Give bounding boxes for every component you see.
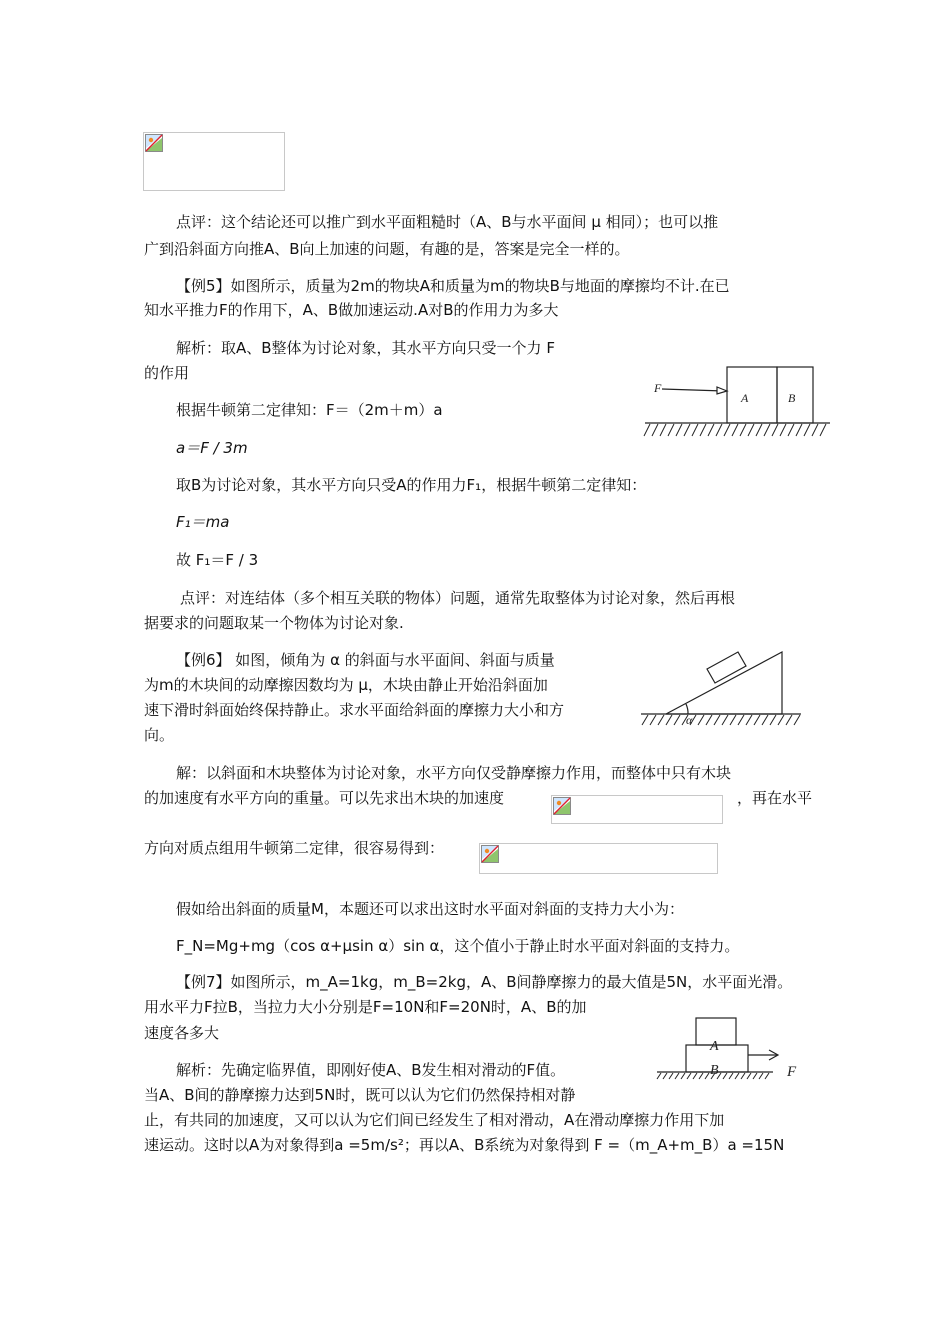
- text-line: 解：以斜面和木块整体为讨论对象，水平方向仅受静摩擦力作用，而整体中只有木块: [176, 764, 732, 782]
- text-line: a＝F / 3m: [176, 439, 248, 457]
- text-line: 【例5】如图所示，质量为2m的物块A和质量为m的物块B与地面的摩擦均不计.在已: [176, 277, 730, 295]
- block-b-label: B: [710, 1063, 719, 1078]
- force-label: F: [787, 1064, 797, 1080]
- block-b-label: B: [788, 391, 796, 405]
- image-placeholder-3: [479, 843, 718, 874]
- text-line: 根据牛顿第二定律知：F＝（2m＋m）a: [176, 401, 443, 419]
- text-line: F_N=Mg+mg（cos α+μsin α）sin α，这个值小于静止时水平面对斜面的支持力。: [176, 937, 740, 955]
- text-line: 故 F₁＝F / 3: [176, 551, 259, 569]
- block-on-incline: [707, 652, 746, 683]
- text-line: ，再在水平: [737, 789, 813, 807]
- figure-example7: [655, 1010, 805, 1080]
- text-line: 取B为讨论对象，其水平方向只受A的作用力F₁，根据牛顿第二定律知：: [176, 476, 647, 494]
- text-line: 解析：先确定临界值，即刚好使A、B发生相对滑动的F值。: [176, 1061, 566, 1079]
- text-line: 知水平推力F的作用下，A、B做加速运动.A对B的作用力为多大: [144, 301, 559, 319]
- block-a-label: A: [710, 1039, 719, 1054]
- figure-example5: [640, 360, 835, 442]
- text-line: F₁＝ma: [176, 513, 230, 531]
- text-line: 为m的木块间的动摩擦因数均为 μ，木块由静止开始沿斜面加: [144, 676, 548, 694]
- text-line: 点评：这个结论还可以推广到水平面粗糙时（A、B与水平面间 μ 相同）；也可以推: [176, 213, 719, 231]
- text-line: 据要求的问题取某一个物体为讨论对象.: [144, 614, 404, 632]
- force-label: F: [654, 381, 662, 395]
- text-line: 解析：取A、B整体为讨论对象，其水平方向只受一个力 F: [176, 339, 555, 357]
- text-line: 向。: [144, 726, 175, 744]
- text-line: 点评：对连结体（多个相互关联的物体）问题，通常先取整体为讨论对象，然后再根: [180, 589, 736, 607]
- text-line: 假如给出斜面的质量M，本题还可以求出这时水平面对斜面的支持力大小为：: [176, 900, 684, 918]
- image-placeholder-2: [551, 795, 723, 824]
- block-a: [727, 367, 777, 423]
- block-a-label: A: [741, 391, 749, 405]
- text-line: 止，有共同的加速度，又可以认为它们间已经发生了相对滑动，A在滑动摩擦力作用下加: [144, 1111, 725, 1129]
- text-line: 的加速度有水平方向的重量。可以先求出木块的加速度: [144, 789, 505, 807]
- text-line: 当A、B间的静摩擦力达到5N时，既可以认为它们仍然保持相对静: [144, 1086, 576, 1104]
- text-line: 用水平力F拉B，当拉力大小分别是F=10N和F=20N时，A、B的加: [144, 998, 587, 1016]
- text-line: 【例7】如图所示，m_A=1kg，m_B=2kg，A、B间静摩擦力的最大值是5N，水平面光滑。: [176, 973, 793, 991]
- incline: [666, 652, 782, 714]
- text-line: 速下滑时斜面始终保持静止。求水平面给斜面的摩擦力大小和方: [144, 701, 565, 719]
- angle-label: α: [686, 713, 693, 727]
- text-line: 广到沿斜面方向推A、B向上加速的问题，有趣的是，答案是完全一样的。: [144, 240, 630, 258]
- image-placeholder-1: [143, 132, 285, 191]
- broken-image-icon: [481, 845, 499, 863]
- text-line: 【例6】 如图，倾角为 α 的斜面与水平面间、斜面与质量: [176, 651, 555, 669]
- text-line: 速度各多大: [144, 1024, 220, 1042]
- figure-example6: [636, 646, 806, 728]
- text-line: 方向对质点组用牛顿第二定律，很容易得到：: [144, 839, 445, 857]
- text-line: 速运动。这时以A为对象得到a =5m/s²；再以A、B系统为对象得到 F =（m_A+m_B）a =15N: [144, 1136, 785, 1154]
- text-line: 的作用: [144, 364, 190, 382]
- broken-image-icon: [145, 134, 163, 152]
- broken-image-icon: [553, 797, 571, 815]
